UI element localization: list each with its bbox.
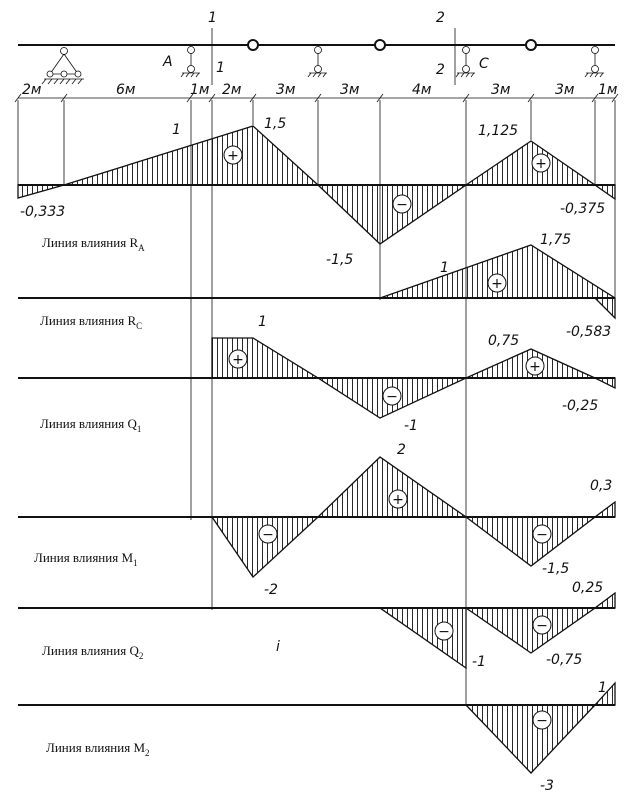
- m1-positive-area: [318, 457, 466, 517]
- q2-value: -1: [472, 654, 486, 670]
- ra-value: 1: [172, 122, 181, 138]
- span-label: 1м: [598, 82, 618, 98]
- svg-text:−: −: [438, 624, 450, 640]
- svg-text:−: −: [396, 197, 408, 213]
- span-label: 6м: [116, 82, 136, 98]
- span-label: 3м: [340, 82, 360, 98]
- q2-negative-area-right: [466, 608, 595, 653]
- sign-badge: [533, 525, 551, 543]
- roller-support-icon: [456, 47, 475, 78]
- svg-text:+: +: [392, 492, 404, 508]
- sign-badge: [435, 622, 453, 640]
- span-label: 3м: [276, 82, 296, 98]
- ra-title: Линия влияния $R_A$: [42, 235, 145, 253]
- svg-text:−: −: [386, 389, 398, 405]
- svg-text:+: +: [232, 352, 244, 368]
- span-label: 3м: [555, 82, 575, 98]
- support-c-label: C: [479, 56, 489, 72]
- span-label: 1м: [190, 82, 210, 98]
- pin-support-icon: [42, 48, 84, 85]
- section-1-label-lower: 1: [216, 60, 225, 76]
- span-label: 4м: [412, 82, 432, 98]
- svg-text:−: −: [536, 713, 548, 729]
- q2-value: 0,25: [572, 580, 604, 596]
- m1-negative-area-right: [466, 517, 595, 566]
- m1-title: Линия влияния $M_1$: [34, 550, 138, 568]
- beam-scheme: [15, 10, 618, 102]
- ra-positive-area-right: [466, 141, 595, 185]
- svg-text:+: +: [529, 359, 541, 375]
- q1-negative-area-right: [595, 378, 615, 388]
- m2-negative-area: [466, 705, 595, 773]
- svg-text:+: +: [227, 148, 239, 164]
- rc-value: 1: [440, 260, 449, 276]
- ra-value: 1,125: [478, 123, 519, 139]
- m2-value: -3: [540, 778, 554, 794]
- q2-title: Линия влияния $Q_2$: [42, 643, 144, 661]
- q2-stray-mark: i: [276, 639, 280, 655]
- svg-text:+: +: [491, 276, 503, 292]
- rc-value: 1,75: [540, 232, 572, 248]
- sign-badge: [533, 711, 551, 729]
- sign-badge: [224, 146, 242, 164]
- q1-positive-area-left: [212, 338, 318, 378]
- influence-line-q1: [18, 314, 615, 434]
- sign-badge: [389, 490, 407, 508]
- svg-text:+: +: [535, 156, 547, 172]
- hinge-icon: [526, 40, 536, 50]
- ra-negative-area-left: [18, 185, 64, 198]
- rc-title: Линия влияния $R_C$: [40, 313, 143, 331]
- section-1-label: 1: [208, 10, 217, 26]
- svg-text:−: −: [262, 527, 274, 543]
- q2-negative-area-left: [380, 608, 466, 668]
- roller-support-icon: [585, 47, 604, 78]
- sign-badge: [532, 154, 550, 172]
- q1-value: -1: [404, 418, 418, 434]
- span-label: 2м: [22, 82, 42, 98]
- m1-value: -2: [264, 582, 278, 598]
- q1-value: -0,25: [562, 398, 599, 414]
- ra-negative-area-mid: [318, 185, 466, 244]
- m1-value: -1,5: [542, 561, 570, 577]
- span-label: 2м: [222, 82, 242, 98]
- sign-badge: [393, 195, 411, 213]
- hinge-icon: [248, 40, 258, 50]
- ra-value: -0,333: [20, 204, 66, 220]
- sign-badge: [229, 350, 247, 368]
- influence-line-m2: [18, 680, 615, 794]
- roller-support-icon: [181, 47, 200, 78]
- q1-value: 1: [258, 314, 267, 330]
- ra-negative-area-right: [595, 185, 615, 199]
- m1-value: 2: [397, 442, 406, 458]
- q1-title: Линия влияния $Q_1$: [40, 416, 142, 434]
- q1-value: -0,583: [566, 324, 612, 340]
- sign-badge: [383, 387, 401, 405]
- m2-value: 1: [598, 680, 607, 696]
- ra-value: -1,5: [326, 252, 354, 268]
- ra-value: 1,5: [264, 116, 287, 132]
- section-2-label: 2: [436, 10, 445, 26]
- svg-text:−: −: [536, 618, 548, 634]
- m1-value: 0,3: [590, 478, 613, 494]
- sign-badge: [526, 357, 544, 375]
- m1-positive-area-right: [595, 502, 615, 517]
- influence-line-ra: [18, 116, 615, 268]
- influence-line-q2: [18, 580, 615, 670]
- influence-line-m1: [18, 442, 615, 598]
- svg-text:−: −: [536, 527, 548, 543]
- sign-badge: [533, 616, 551, 634]
- span-label: 3м: [491, 82, 511, 98]
- sign-badge: [488, 274, 506, 292]
- roller-support-icon: [308, 47, 327, 78]
- ra-value: -0,375: [560, 201, 606, 217]
- q1-value: 0,75: [488, 333, 520, 349]
- section-2-label-lower: 2: [436, 62, 445, 78]
- q2-value: -0,75: [546, 652, 583, 668]
- hinge-icon: [375, 40, 385, 50]
- m2-title: Линия влияния $M_2$: [46, 740, 150, 758]
- sign-badge: [259, 525, 277, 543]
- support-a-label: A: [163, 54, 173, 70]
